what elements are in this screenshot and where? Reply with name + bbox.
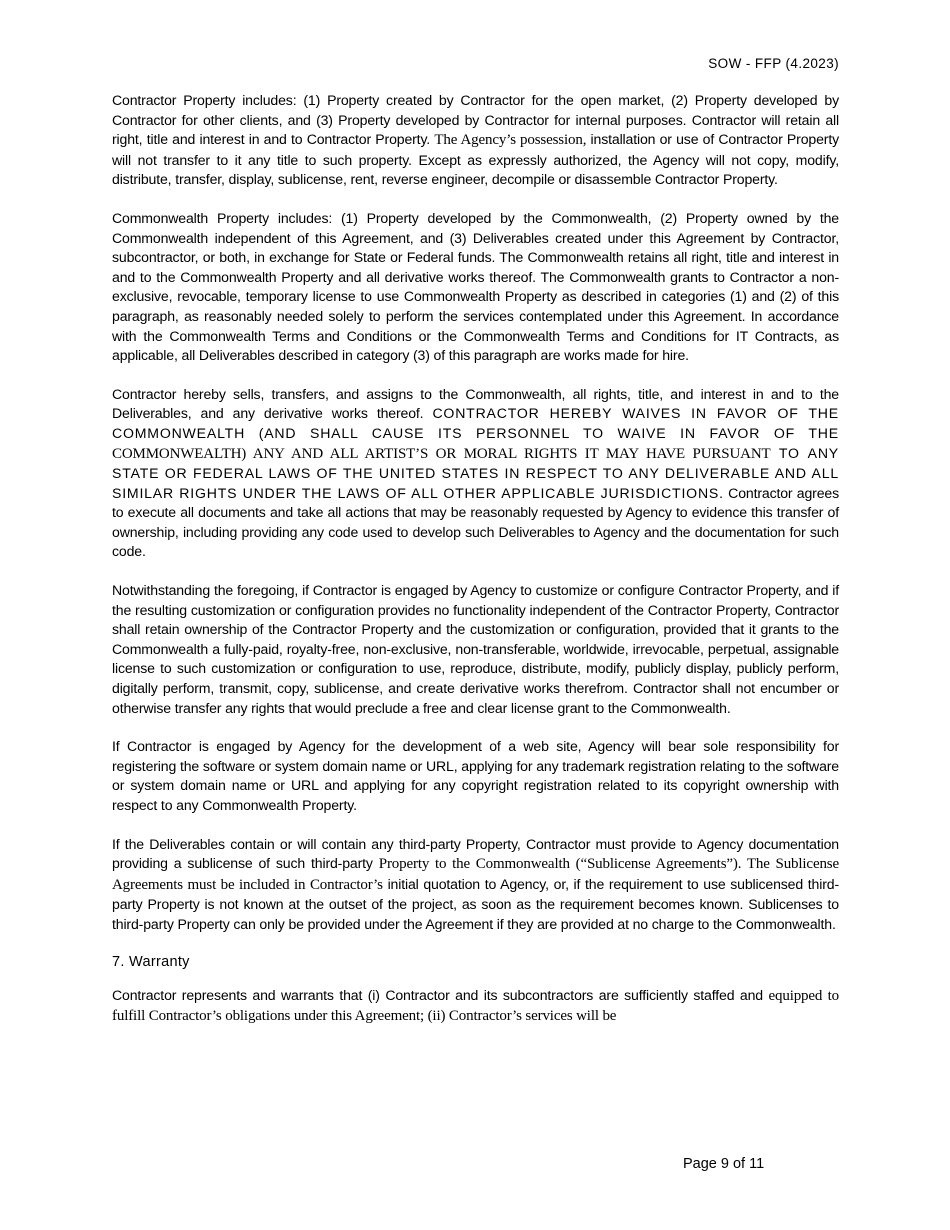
text-run: Contractor represents and warrants that (i) Contractor and its subcontractors are sufficiently staffed and: [112, 986, 769, 1003]
document-body: [112, 91, 839, 1046]
text-run-serif-caps: COMMONWEALTH) ANY AND ALL ARTIST’S OR MORAL RIGHTS IT MAY HAVE PURSUANT: [112, 445, 771, 462]
text-run: installation or use of Contractor Property will not transfer to it any title to such property. Except as expressly authorized, the Agency will not copy, modify, distribute, transfer, display, sublicense, rent, reverse engineer, decompile or disassemble Contractor Property.: [112, 131, 839, 188]
paragraph-contractor-property: [112, 91, 839, 190]
text-run: initial quotation to Agency, or, if the requirement to use sublicensed third-party Property is not known at the outset of the project, as soon as the requirement becomes known. Sublicenses to third-party Property can only be provided under the Agreement if they are provided at no charge to the Commonwealth.: [112, 875, 839, 932]
text-run: Contractor Property includes: (1) Property created by Contractor for the open market, (2) Property developed by Contractor for other clients, and (3) Property developed by Contractor for internal purposes. Contractor will retain all right, title and interest in and to Contractor Property.: [112, 92, 839, 148]
paragraph-commonwealth-property: Commonwealth Property includes: (1) Property developed by the Commonwealth, (2) Property owned by the Commonwealth independent of this Agreement, and (3) Deliverables created under this Agreement by Contractor, subcontractor, or both, in exchange for State or Federal funds. The Commonwealth retains all right, title and interest in and to the Commonwealth Property and all derivative works thereof. The Commonwealth grants to Contractor a non-exclusive, revocable, temporary license to use Commonwealth Property as described in categories (1) and (2) of this paragraph, as reasonably needed solely to perform the services contemplated under this Agreement. In accordance with the Commonwealth Terms and Conditions or the Commonwealth Terms and Conditions for IT Contracts, as applicable, all Deliverables described in category (3) of this paragraph are works made for hire.: [112, 209, 839, 364]
section-heading-warranty: 7. Warranty: [112, 953, 190, 970]
paragraph-customization: Notwithstanding the foregoing, if Contractor is engaged by Agency to customize or configure Contractor Property, and if the resulting customization or configuration provides no functionality independent of the Contractor Property, Contractor shall retain ownership of the Contractor Property and the customization or configuration, provided that it grants to the Commonwealth a fully-paid, royalty-free, non-exclusive, non-transferable, worldwide, irrevocable, perpetual, assignable license to such customization or configuration to use, reproduce, distribute, modify, publicly display, publicly perform, digitally perform, transmit, copy, sublicense, and create derivative works therefrom. Contractor shall not encumber or otherwise transfer any rights that would preclude a free and clear license grant to the Commonwealth.: [112, 582, 839, 716]
text-run: If the Deliverables contain or will contain any third-party Property, Contractor must provide to Agency documentation providing a sublicense of such third-party: [112, 835, 839, 872]
paragraph-third-party-property: [112, 835, 839, 935]
document-code-header: SOW - FFP (4.2023): [708, 56, 839, 71]
text-run-serif: Property to the Commonwealth (“Sublicense Agreements”). The Sublicense Agreements must be included in Contractor’s: [112, 856, 839, 893]
text-run: Contractor agrees to execute all documents and take all actions that may be reasonably requested by Agency to evidence this transfer of ownership, including providing any code used to develop such Deliverables to Agency and the documentation for such code.: [112, 484, 839, 560]
text-run-serif: equipped to fulfill Contractor’s obligations under this Agreement; (ii) Contractor’s services will be: [112, 987, 839, 1025]
paragraph-assignment-of-rights: [112, 385, 839, 562]
text-run-caps: CONTRACTOR HEREBY WAIVES IN FAVOR OF THE COMMONWEALTH (AND SHALL CAUSE ITS PERSONNEL TO WAIVE IN FAVOR OF THE: [112, 405, 839, 441]
page-number: Page 9 of 11: [683, 1156, 765, 1172]
text-run-serif: The Agency’s possession,: [434, 132, 587, 149]
text-run: Contractor hereby sells, transfers, and assigns to the Commonwealth, all rights, title, and interest in and to the Deliverables, and any derivative works thereof.: [112, 385, 839, 422]
paragraph-warranty: [112, 986, 839, 1027]
paragraph-web-site: If Contractor is engaged by Agency for the development of a web site, Agency will bear sole responsibility for registering the software or system domain name or URL, applying for any trademark registration relating to the software or system domain name or URL and applying for any copyright registration related to its copyright ownership with respect to any Commonwealth Property.: [112, 738, 839, 813]
text-run-caps: TO ANY STATE OR FEDERAL LAWS OF THE UNITED STATES IN RESPECT TO ANY DELIVERABLE AND ALL SIMILAR RIGHTS UNDER THE LAWS OF ALL OTHER APPLICABLE JURISDICTIONS.: [112, 444, 840, 501]
